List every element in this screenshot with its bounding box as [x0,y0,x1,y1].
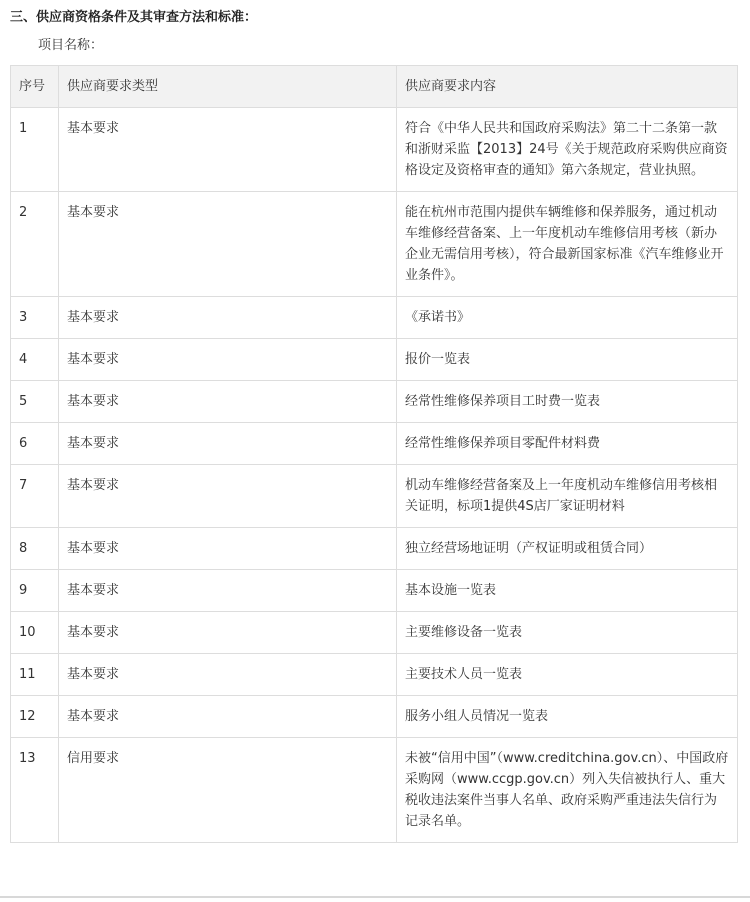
row-type: 基本要求 [59,696,397,738]
row-number: 9 [11,570,59,612]
section-heading: 三、供应商资格条件及其审查方法和标准： [10,10,258,25]
row-type: 基本要求 [59,528,397,570]
row-content: 《承诺书》 [397,297,738,339]
row-number: 4 [11,339,59,381]
row-content: 符合《中华人民共和国政府采购法》第二十二条第一款和浙财采监【2013】24号《关于规范政府采购供应商资格设定及资格审查的通知》第六条规定，营业执照。 [397,108,738,192]
row-number: 3 [11,297,59,339]
row-number: 7 [11,465,59,528]
row-type: 基本要求 [59,192,397,297]
row-type: 基本要求 [59,339,397,381]
table-row [11,696,738,738]
row-content: 服务小组人员情况一览表 [397,696,738,738]
row-type: 信用要求 [59,738,397,843]
row-type: 基本要求 [59,612,397,654]
requirements-table [10,65,738,843]
header-serial-number: 序号 [11,66,59,108]
row-content: 基本设施一览表 [397,570,738,612]
row-number: 6 [11,423,59,465]
row-type: 基本要求 [59,297,397,339]
row-number: 13 [11,738,59,843]
table-row [11,612,738,654]
row-type: 基本要求 [59,423,397,465]
row-content: 经常性维修保养项目零配件材料费 [397,423,738,465]
table-row [11,423,738,465]
row-number: 5 [11,381,59,423]
table-row [11,465,738,528]
row-content: 机动车维修经营备案及上一年度机动车维修信用考核相关证明，标项1提供4S店厂家证明材料 [397,465,738,528]
table-header-row [11,66,738,108]
table-row [11,528,738,570]
bottom-divider [0,896,750,898]
row-number: 8 [11,528,59,570]
table-row [11,381,738,423]
table-row [11,654,738,696]
header-requirement-content: 供应商要求内容 [397,66,738,108]
table-row [11,297,738,339]
table-row [11,192,738,297]
project-name-label: 项目名称： [38,38,104,53]
row-content: 能在杭州市范围内提供车辆维修和保养服务，通过机动车维修经营备案、上一年度机动车维修信用考核（新办企业无需信用考核），符合最新国家标准《汽车维修业开业条件》。 [397,192,738,297]
row-type: 基本要求 [59,381,397,423]
row-content: 未被“信用中国”（www.creditchina.gov.cn）、中国政府采购网（www.ccgp.gov.cn）列入失信被执行人、重大税收违法案件当事人名单、政府采购严重违法失信行为记录名单。 [397,738,738,843]
row-content: 经常性维修保养项目工时费一览表 [397,381,738,423]
row-type: 基本要求 [59,570,397,612]
row-type: 基本要求 [59,108,397,192]
row-type: 基本要求 [59,654,397,696]
row-number: 12 [11,696,59,738]
row-content: 报价一览表 [397,339,738,381]
header-requirement-type: 供应商要求类型 [59,66,397,108]
row-content: 独立经营场地证明（产权证明或租赁合同） [397,528,738,570]
table-row [11,570,738,612]
row-number: 2 [11,192,59,297]
row-type: 基本要求 [59,465,397,528]
row-content: 主要技术人员一览表 [397,654,738,696]
table-row [11,108,738,192]
row-number: 1 [11,108,59,192]
table-row [11,339,738,381]
table-row [11,738,738,843]
row-number: 11 [11,654,59,696]
row-content: 主要维修设备一览表 [397,612,738,654]
row-number: 10 [11,612,59,654]
